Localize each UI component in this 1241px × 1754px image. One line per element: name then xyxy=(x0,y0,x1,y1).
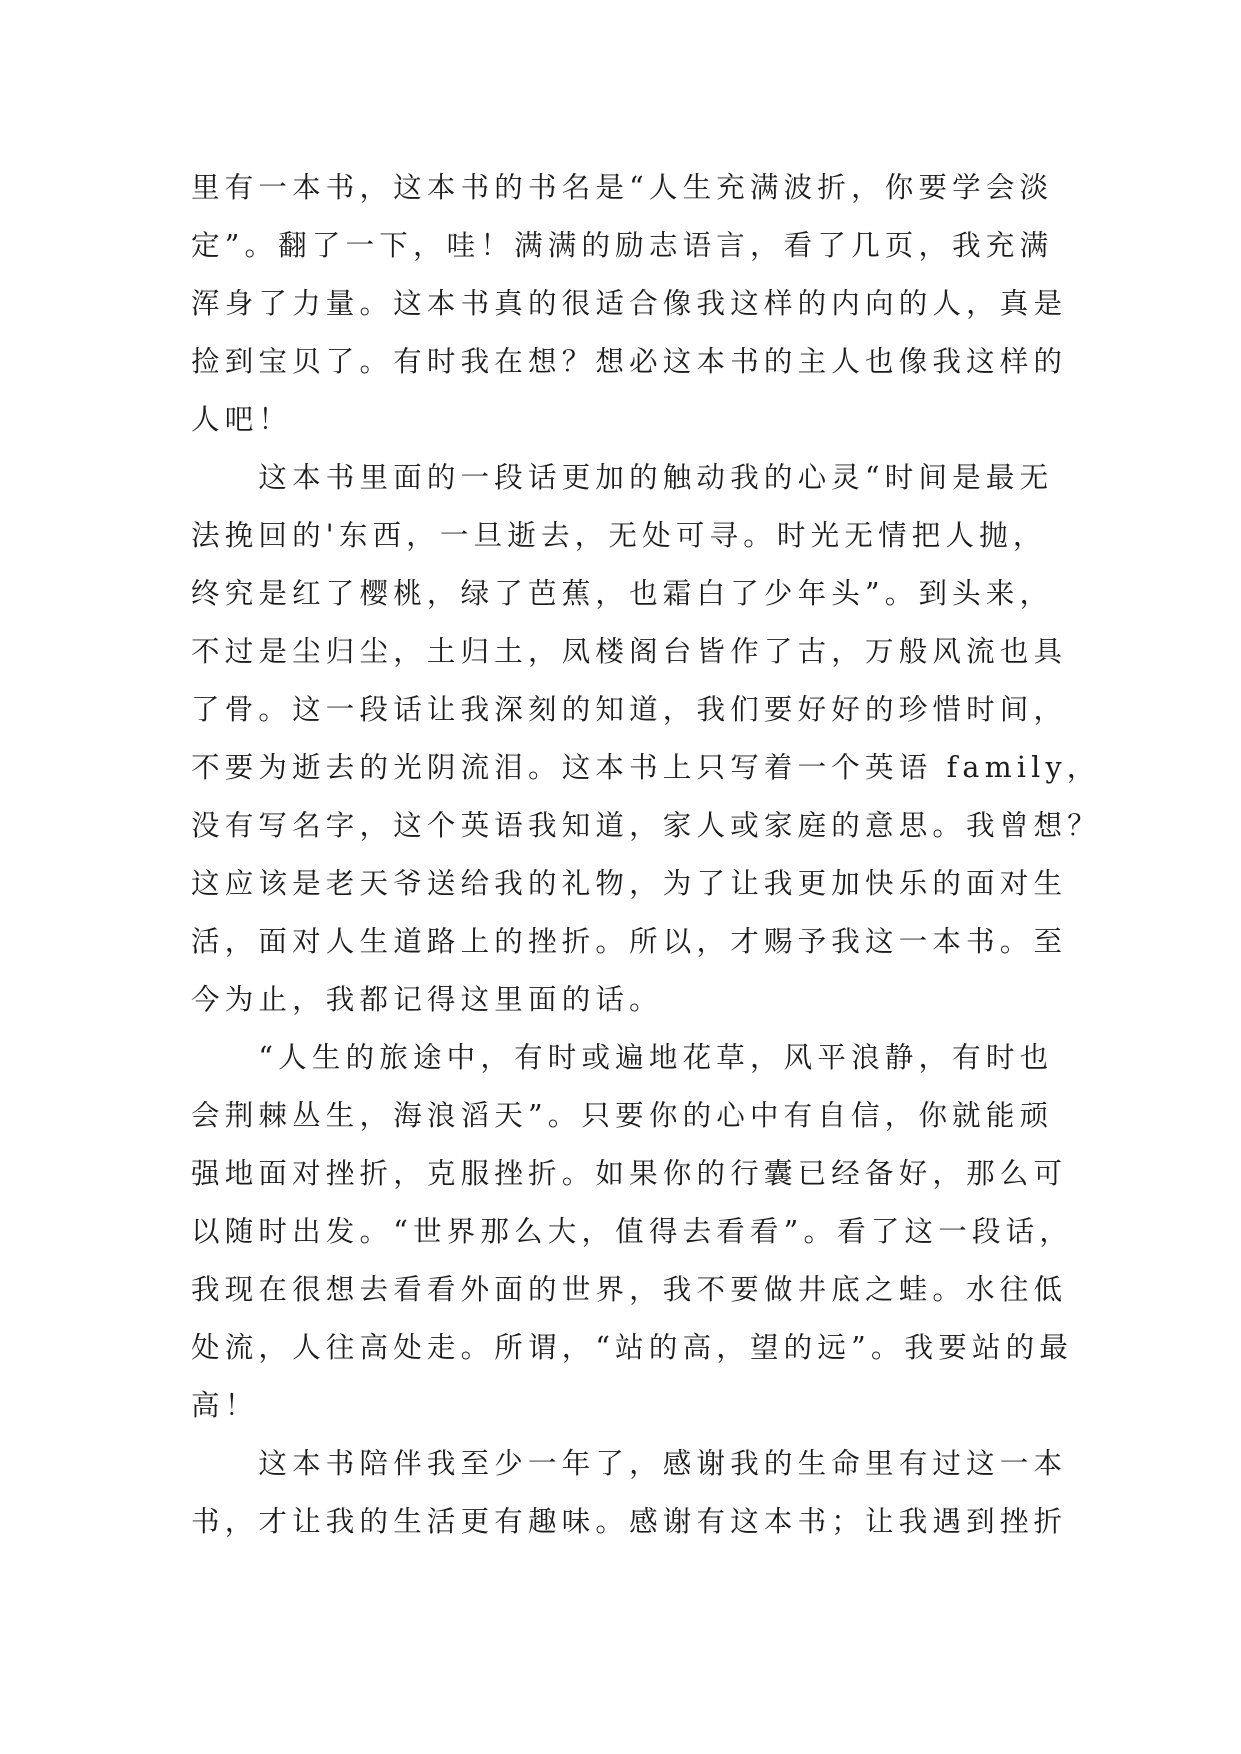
text-line: 了骨。这一段话让我深刻的知道，我们要好好的珍惜时间， xyxy=(191,693,1068,726)
text-line: 今为止，我都记得这里面的话。 xyxy=(191,983,663,1016)
text-line: 书，才让我的生活更有趣味。感谢有这本书；让我遇到挫折 xyxy=(191,1505,1068,1538)
text-line: 强地面对挫折，克服挫折。如果你的行囊已经备好，那么可 xyxy=(191,1157,1068,1190)
text-line: 不要为逝去的光阴流泪。这本书上只写着一个英语 family， xyxy=(191,751,1101,784)
text-line: 里有一本书，这本书的书名是“人生充满波折，你要学会淡 xyxy=(191,171,1054,204)
text-line: 浑身了力量。这本书真的很适合像我这样的内向的人，真是 xyxy=(191,287,1068,320)
text-line: 活，面对人生道路上的挫折。所以，才赐予我这一本书。至 xyxy=(191,925,1068,958)
text-line: 终究是红了樱桃，绿了芭蕉，也霜白了少年头”。到头来， xyxy=(191,577,1054,610)
text-line: 捡到宝贝了。有时我在想？想必这本书的主人也像我这样的 xyxy=(191,345,1068,378)
text-line: 高！ xyxy=(191,1389,259,1422)
text-line: 这应该是老天爷送给我的礼物，为了让我更加快乐的面对生 xyxy=(191,867,1068,900)
text-line: 以随时出发。“世界那么大，值得去看看”。看了这一段话， xyxy=(191,1215,1074,1248)
text-line: 人吧！ xyxy=(191,403,293,436)
text-line: 这本书里面的一段话更加的触动我的心灵“时间是最无 xyxy=(191,461,1054,494)
text-line: “人生的旅途中，有时或遍地花草，风平浪静，有时也 xyxy=(191,1041,1054,1074)
text-line: 定”。翻了一下，哇！满满的励志语言，看了几页，我充满 xyxy=(191,229,1054,262)
text-line: 会荆棘丛生，海浪滔天”。只要你的心中有自信，你就能顽 xyxy=(191,1099,1054,1132)
body-text xyxy=(191,159,1101,1551)
text-line: 处流，人往高处走。所谓，“站的高，望的远”。我要站的最 xyxy=(191,1331,1074,1364)
text-line: 没有写名字，这个英语我知道，家人或家庭的意思。我曾想？ xyxy=(191,809,1101,842)
text-line: 这本书陪伴我至少一年了，感谢我的生命里有过这一本 xyxy=(191,1447,1068,1480)
text-line: 法挽回的'东西，一旦逝去，无处可寻。时光无情把人抛， xyxy=(191,519,1047,552)
text-line: 我现在很想去看看外面的世界，我不要做井底之蛙。水往低 xyxy=(191,1273,1068,1306)
text-line: 不过是尘归尘，土归土，凤楼阁台皆作了古，万般风流也具 xyxy=(191,635,1068,668)
